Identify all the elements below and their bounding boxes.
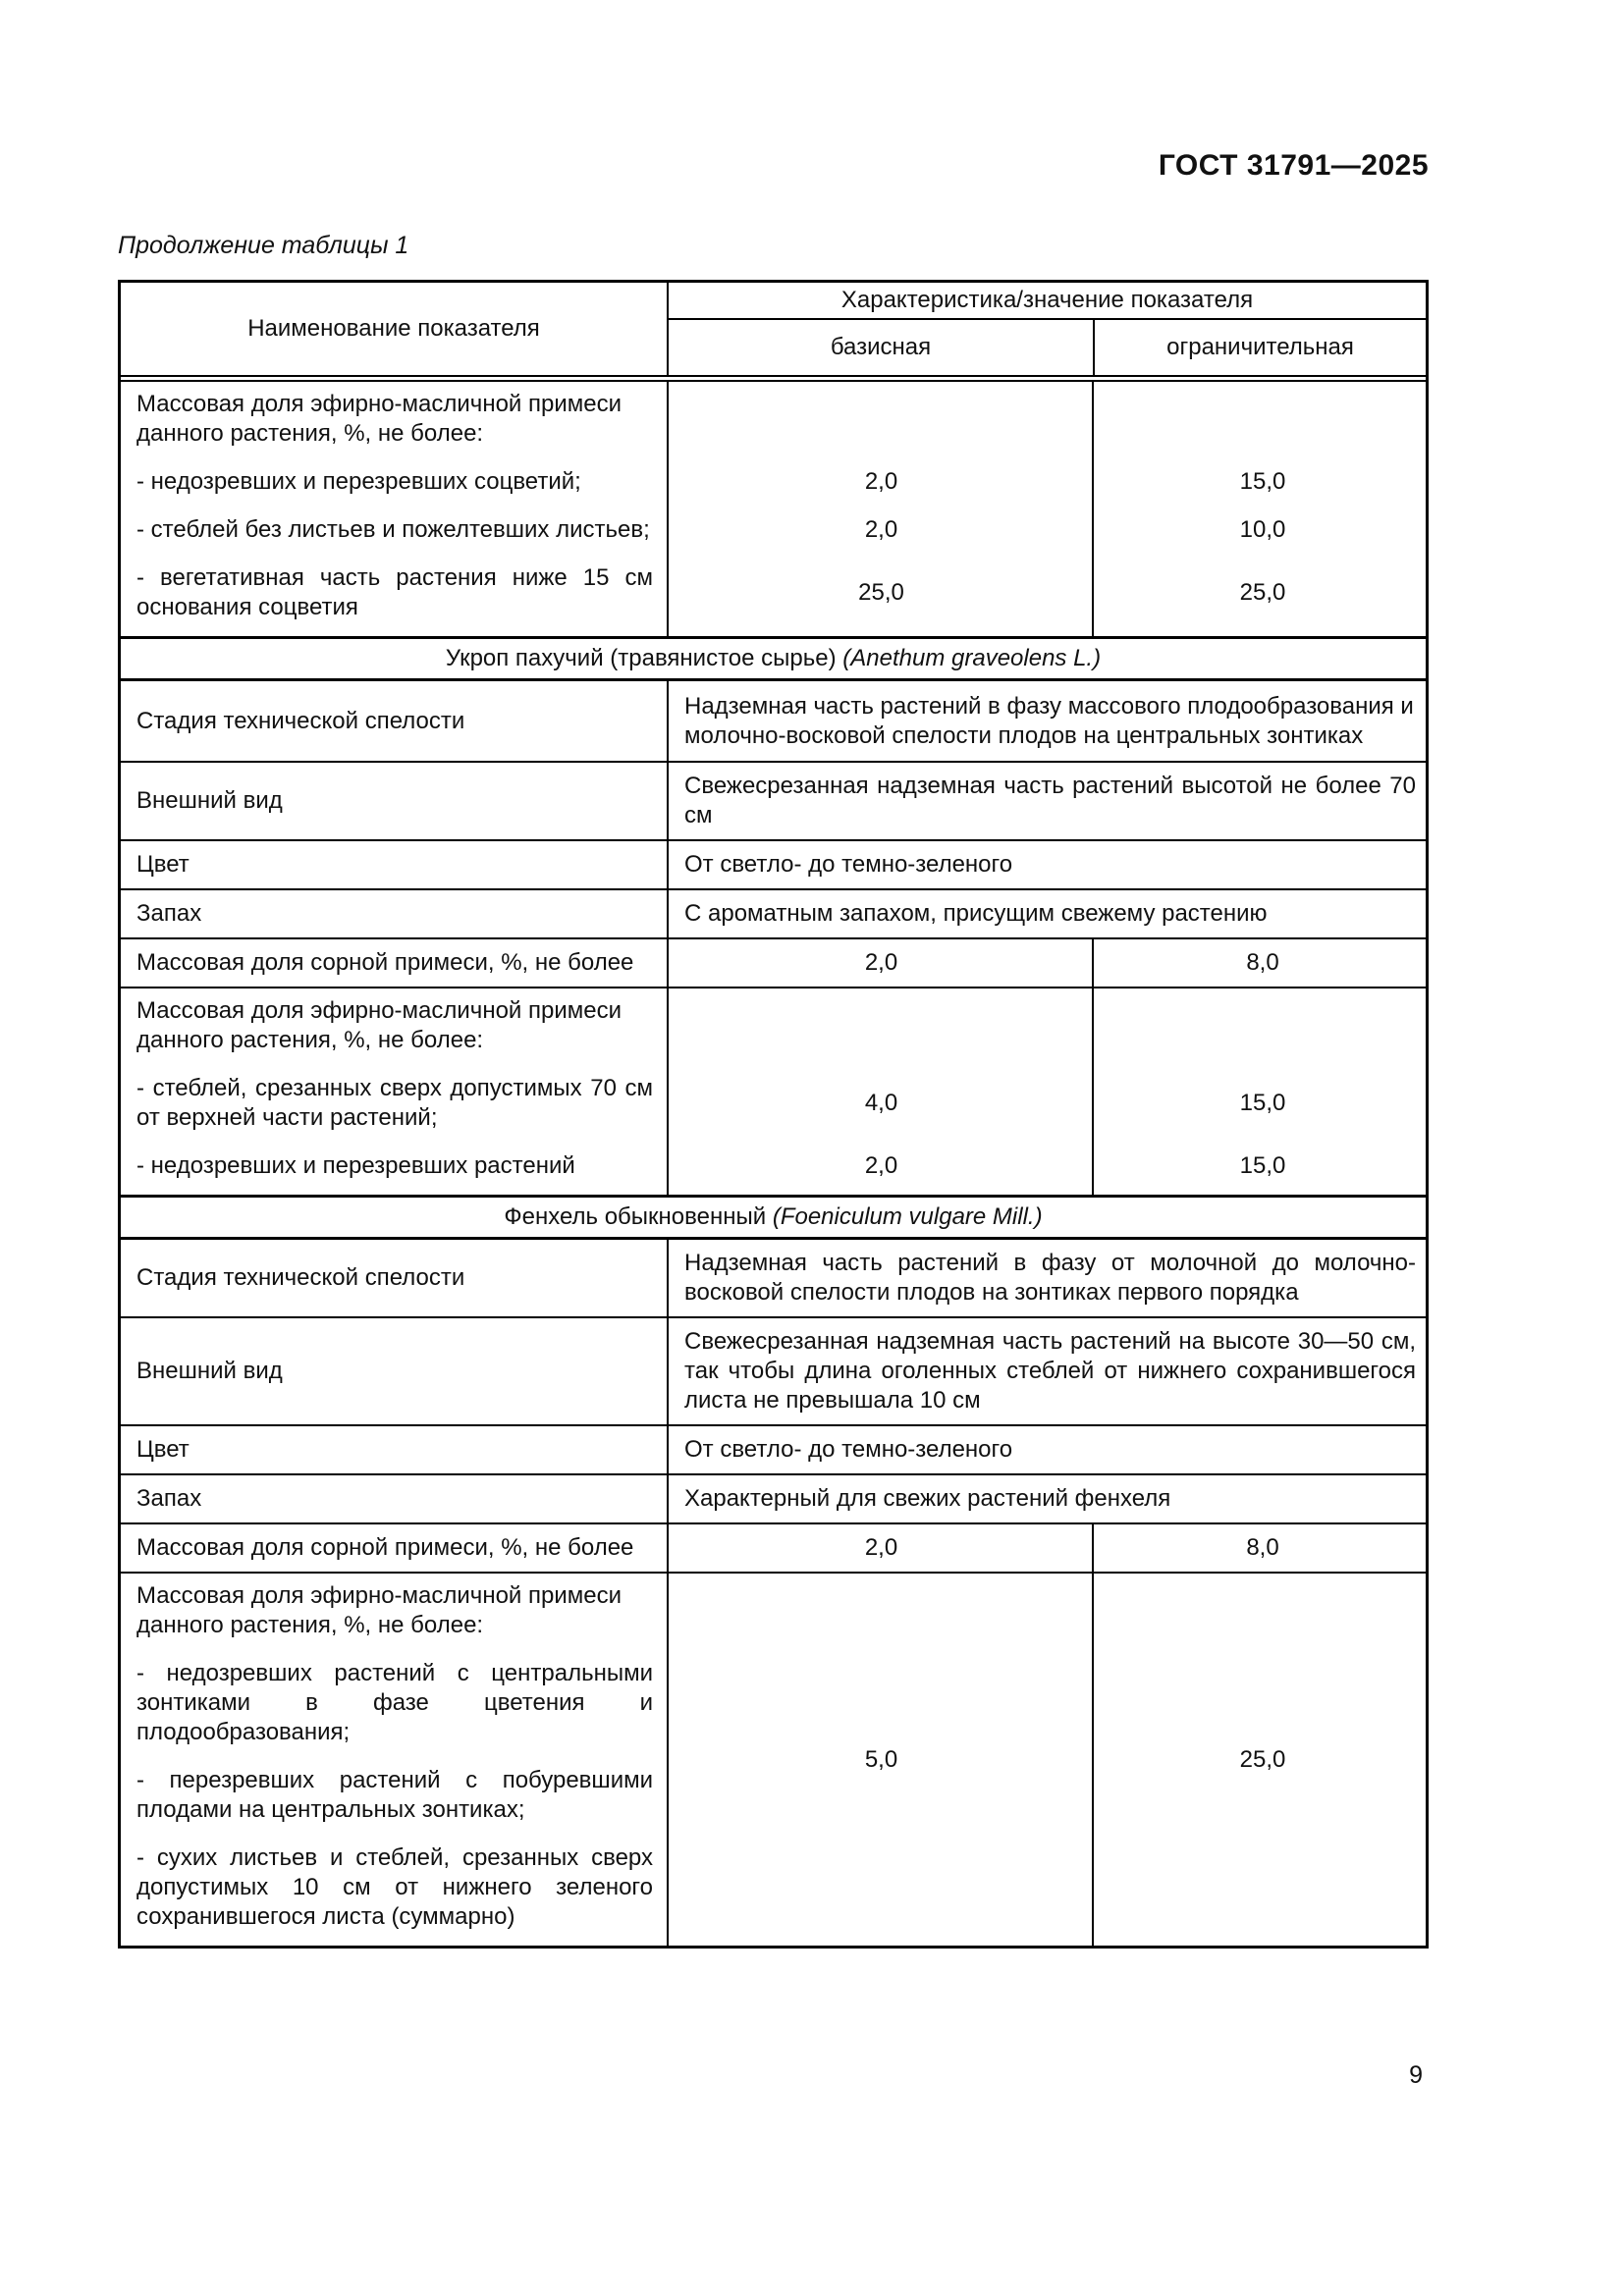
criterion-label: Запах <box>136 1485 202 1512</box>
column-divider <box>1092 939 1094 987</box>
column-divider <box>667 382 669 636</box>
criterion-value: Свежесрезанная надземная часть растений высотой не более 70 см <box>684 773 1416 828</box>
column-divider <box>667 939 669 987</box>
criterion-value: От светло- до темно-зеленого <box>684 1436 1013 1463</box>
column-divider <box>667 1475 669 1522</box>
value-basic: 5,0 <box>864 1745 898 1773</box>
criterion-item: - стеблей, срезанных сверх допустимых 70 см от верхней части растений; <box>136 1075 653 1131</box>
section-dill <box>121 636 1426 681</box>
criterion-item: - недозревших и перезревших растений <box>136 1152 575 1179</box>
row-dill-color <box>121 839 1426 888</box>
row-fennel-weed-admixture <box>121 1522 1426 1572</box>
table-caption: Продолжение таблицы 1 <box>118 232 409 259</box>
value-limit: 8,0 <box>1246 949 1279 976</box>
criterion-label: Цвет <box>136 1436 189 1463</box>
value-limit: 15,0 <box>1239 1152 1286 1179</box>
column-divider <box>1092 988 1094 1195</box>
row-dill-stage <box>121 681 1426 761</box>
column-divider <box>667 1318 669 1424</box>
column-divider <box>667 1574 669 1946</box>
row-fennel-stage <box>121 1240 1426 1316</box>
value-basic: 2,0 <box>864 468 898 495</box>
value-limit: 25,0 <box>1239 579 1286 606</box>
header-value-group-wrap <box>669 283 1426 375</box>
column-divider <box>667 890 669 937</box>
document-number: ГОСТ 31791—2025 <box>1158 149 1429 182</box>
criterion-label: Массовая доля сорной примеси, %, не более <box>136 949 634 976</box>
value-basic: 2,0 <box>864 949 898 976</box>
section-fennel-latin-name: (Foeniculum vulgare Mill.) <box>772 1203 1043 1230</box>
column-divider <box>1092 1524 1094 1572</box>
section-fennel-title: Фенхель обыкновенный <box>504 1203 773 1230</box>
row-dill-appearance <box>121 761 1426 839</box>
row-fennel-color <box>121 1424 1426 1473</box>
header-value-group: Характеристика/значение показателя <box>669 283 1426 320</box>
criterion-intro: Массовая доля эфирно-масличной примеси данного растения, %, не более: <box>136 1582 622 1638</box>
criterion-item: - недозревших растений с центральными зонтиками в фазе цветения и плодообразования; <box>136 1660 653 1745</box>
column-divider <box>1092 1574 1094 1946</box>
row-fennel-appearance <box>121 1316 1426 1424</box>
header-limit-col: ограничительная <box>1093 320 1426 375</box>
criterion-label: Внешний вид <box>136 1358 283 1384</box>
value-basic: 25,0 <box>858 579 904 606</box>
column-divider <box>667 681 669 761</box>
section-dill-latin-name: (Anethum graveolens L.) <box>842 645 1102 671</box>
criterion-label: Стадия технической спелости <box>136 1264 465 1291</box>
value-limit: 15,0 <box>1239 468 1286 495</box>
value-limit: 8,0 <box>1246 1534 1279 1561</box>
row-dill-oil-admixture <box>121 987 1426 1195</box>
spec-table <box>118 280 1429 1949</box>
row-fennel-oil-admixture <box>121 1572 1426 1946</box>
criterion-label: Внешний вид <box>136 787 283 814</box>
value-basic: 2,0 <box>864 516 898 543</box>
value-basic: 2,0 <box>864 1534 898 1561</box>
row-fennel-odor <box>121 1473 1426 1522</box>
row-oil-admixture-top <box>121 382 1426 636</box>
criterion-value: С ароматным запахом, присущим свежему растению <box>684 900 1268 927</box>
criterion-item: - перезревших растений с побуревшими плодами на центральных зонтиках; <box>136 1767 653 1823</box>
header-basic-col: базисная <box>830 334 932 360</box>
column-divider <box>667 763 669 839</box>
section-dill-title: Укроп пахучий (травянистое сырье) <box>445 645 843 671</box>
value-basic: 2,0 <box>864 1152 898 1179</box>
criterion-value: Надземная часть растений в фазу от молочной до молочно-восковой спелости плодов на зонтиках первого порядка <box>684 1250 1416 1306</box>
table-header <box>121 283 1426 375</box>
criterion-label: Массовая доля сорной примеси, %, не более <box>136 1534 634 1561</box>
column-divider <box>1092 382 1094 636</box>
row-dill-odor <box>121 888 1426 937</box>
row-dill-weed-admixture <box>121 937 1426 987</box>
column-divider <box>667 1426 669 1473</box>
section-fennel <box>121 1195 1426 1240</box>
criterion-label: Цвет <box>136 851 189 878</box>
criterion-value: От светло- до темно-зеленого <box>684 851 1013 878</box>
column-divider <box>667 1524 669 1572</box>
criterion-label: Стадия технической спелости <box>136 707 465 734</box>
criterion-value: Надземная часть растений в фазу массового плодообразования и молочно-восковой спелости плодов на центральных зонтиках <box>684 692 1414 749</box>
column-divider <box>667 1240 669 1316</box>
value-limit: 15,0 <box>1239 1090 1286 1116</box>
criterion-item: - сухих листьев и стеблей, срезанных сверх допустимых 10 см от нижнего зеленого сохранившегося листа (суммарно) <box>136 1844 653 1930</box>
value-basic: 4,0 <box>864 1090 898 1116</box>
criterion-label: Запах <box>136 900 202 927</box>
criterion-intro: Массовая доля эфирно-масличной примеси данного растения, %, не более: <box>136 997 622 1053</box>
criterion-item: - вегетативная часть растения ниже 15 см основания соцветия <box>136 564 653 620</box>
column-divider <box>667 988 669 1195</box>
page-number: 9 <box>1409 2061 1423 2089</box>
criterion-value: Свежесрезанная надземная часть растений на высоте 30—50 см, так чтобы длина оголенных стеблей от нижнего сохранившегося листа не превышала 10 см <box>684 1328 1416 1414</box>
value-limit: 25,0 <box>1239 1745 1286 1773</box>
criterion-item: - стеблей без листьев и пожелтевших листьев; <box>136 516 650 543</box>
header-name-col: Наименование показателя <box>121 283 669 375</box>
value-limit: 10,0 <box>1239 516 1286 543</box>
column-divider <box>667 841 669 888</box>
criterion-value: Характерный для свежих растений фенхеля <box>684 1485 1171 1512</box>
header-double-rule <box>121 375 1426 382</box>
criterion-intro: Массовая доля эфирно-масличной примеси данного растения, %, не более: <box>136 391 622 447</box>
criterion-item: - недозревших и перезревших соцветий; <box>136 468 581 495</box>
